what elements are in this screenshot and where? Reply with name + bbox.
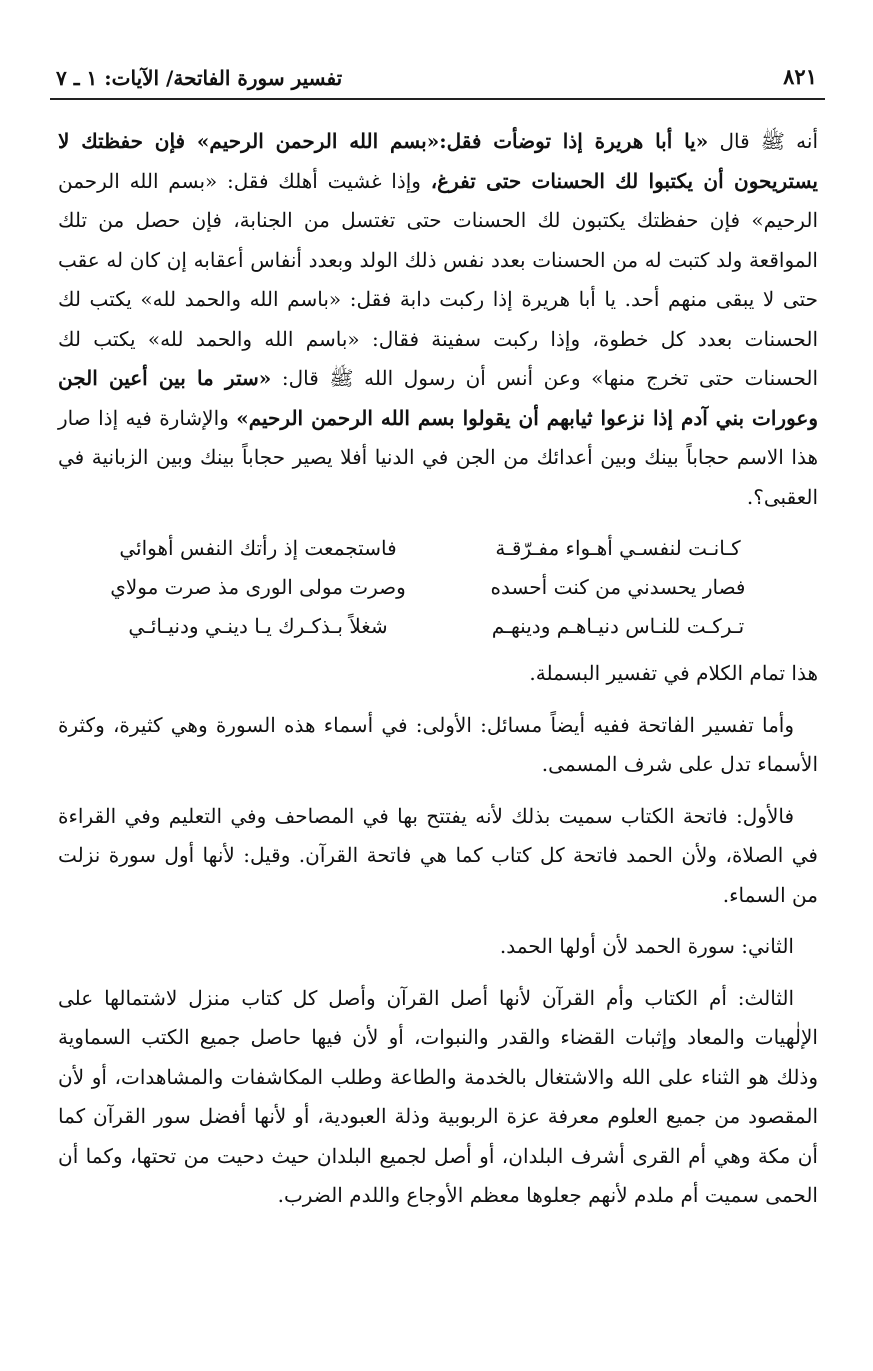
hadith-intro: أنه ﷺ قال	[719, 129, 818, 153]
poem	[93, 529, 783, 646]
paragraph-second-name	[58, 927, 818, 967]
poem-hemistich-right: كـانـت لنفسـي أهـواء مفـرّقـة	[495, 536, 741, 560]
hadith-continuation: وإذا غشيت أهلك فقل: «بسم الله الرحمن الرحيم» فإن حفظتك يكتبون لك الحسنات حتى تغتسل من الجنابة، فإن حصل من تلك المواقعة ولد كتبت له من الحسنات بعدد نفس ذلك الولد وبعدد أنفاس أعقابه إن كان له عقب حتى لا يبقى منهم أحد. يا أبا هريرة إذا ركبت دابة فقل: «باسم الله والحمد لله» يكتب لك الحسنات بعدد كل خطوة، وإذا ركبت سفينة فقال: «باسم الله والحمد لله» يكتب لك الحسنات حتى تخرج منها»	[58, 168, 818, 390]
hadith-anas-quote-bold: «ستر ما بين أعين الجن وعورات بني آدم إذا نزعوا ثيابهم أن يقولوا بسم الله الرحمن الرحيم»	[58, 366, 818, 430]
third-name-text: أم الكتاب وأم القرآن لأنها أصل القرآن وأصل كل كتاب منزل لاشتمالها على الإلٰهيات والمعاد وإثبات القضاء والقدر والنبوات، أو لأن فيها حاصل جميع الكتب السماوية وذلك هو الثناء على الله والاشتغال بالخدمة والطاعة وطلب المكاشفات والمشاهدات، أو لأن المقصود من جميع العلوم معرفة عزة الربوبية وذلة العبودية، أو لأنها أفضل سور القرآن كما أن مكة وهي أم القرى أشرف البلدان، أو أصل لجميع البلدان حيث دحيت من تحتها، وكما أن الحمى سميت أم ملدم لأنهم جعلوها معظم الأوجاع واللدم الضرب.	[58, 985, 818, 1207]
hadith-quote-bold: «يا أبا هريرة إذا توضأت فقل:«بسم الله الرحمن الرحيم» فإن حفظتك لا يستريحون أن يكتبوا لك الحسنات حتى تفرغ،	[58, 129, 818, 193]
poem-hemistich-left: وصرت مولى الورى مذ صرت مولاي	[110, 575, 406, 599]
running-title: تفسير سورة الفاتحة/ الآيات: ١ ـ ٧	[56, 66, 343, 90]
poem-hemistich-left: فاستجمعت إذ رأتك النفس أهوائي	[119, 536, 397, 560]
first-name-lead: فالأول:	[736, 803, 795, 828]
first-name-text: فاتحة الكتاب سميت بذلك لأنه يفتتح بها في المصاحف وفي التعليم وفي القراءة في الصلاة، ولأن الحمد فاتحة كل كتاب كما هي فاتحة القرآن. وقيل: لأنها أول سورة نزلت من السماء.	[58, 803, 818, 907]
paragraph-hadith	[58, 122, 818, 517]
hadith-anas-intro: وعن أنس أن رسول الله ﷺ قال:	[281, 366, 581, 390]
poem-hemistich-right: تـركـت للنـاس دنيـاهـم ودينهـم	[491, 614, 745, 638]
poem-hemistich-left: شغلاً بـذكـرك يـا دينـي ودنيـائـي	[128, 614, 388, 638]
poem-verse	[93, 607, 783, 646]
third-name-lead: الثالث:	[737, 985, 795, 1010]
paragraph-third-name	[58, 979, 818, 1216]
paragraph-basmala-end: هذا تمام الكلام في تفسير البسملة.	[529, 661, 818, 685]
poem-verse	[93, 529, 783, 568]
page-number: ٨٢١	[783, 64, 817, 89]
poem-verse	[93, 568, 783, 607]
second-name-lead: الثاني:	[741, 934, 794, 958]
second-name-text: سورة الحمد لأن أولها الحمد.	[499, 934, 735, 958]
hadith-commentary: والإشارة فيه إذا صار هذا الاسم حجاباً بينك وبين أعدائك من الجن في الدنيا أفلا يصير حجاباً بينك وبين الزبانية في العقبى؟.	[58, 405, 818, 509]
paragraph-first-name	[58, 797, 818, 916]
page-header	[50, 62, 825, 100]
poem-hemistich-right: فصار يحسدني من كنت أحسده	[490, 575, 746, 599]
paragraph-fatiha-intro: وأما تفسير الفاتحة ففيه أيضاً مسائل: الأولى: في أسماء هذه السورة وهي كثيرة، وكثرة الأسماء تدل على شرف المسمى.	[58, 712, 818, 776]
page-body	[58, 122, 818, 1216]
